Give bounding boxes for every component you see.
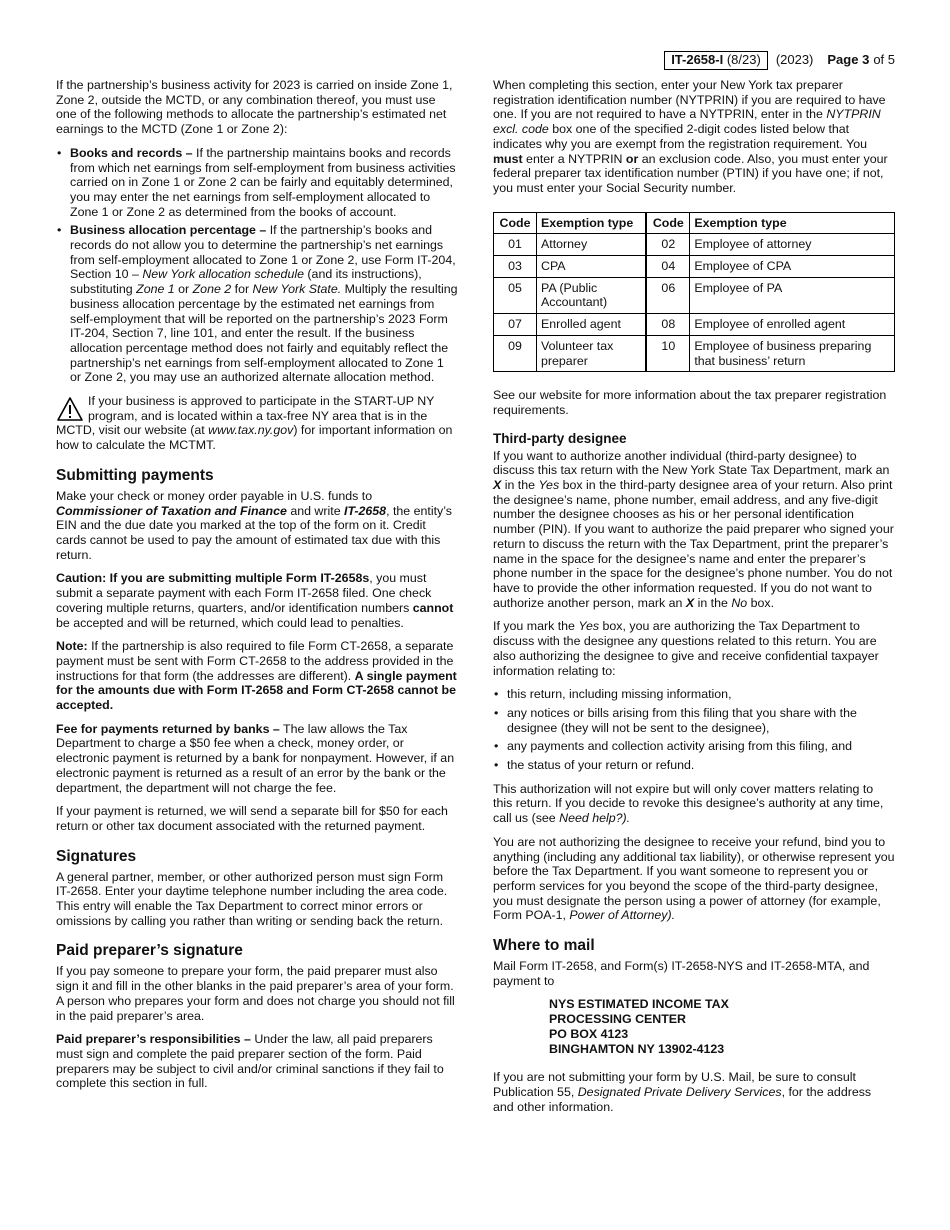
text-run: Note: bbox=[56, 639, 88, 654]
mailing-address bbox=[549, 997, 895, 1056]
text-run: or bbox=[174, 282, 193, 297]
text-run: or bbox=[625, 151, 639, 166]
type-cell: Employee of enrolled agent bbox=[690, 314, 895, 336]
text-run: NYTPRIN excl. code bbox=[493, 107, 881, 137]
form-id-box bbox=[664, 51, 768, 70]
caution-paragraph bbox=[56, 571, 458, 630]
list-item: • the status of your return or refund. bbox=[493, 758, 895, 773]
address-line: PROCESSING CENTER bbox=[549, 1012, 687, 1027]
text-run: ) for important information on how to calculate the MCTMT. bbox=[56, 423, 453, 453]
not-authorizing-paragraph bbox=[493, 835, 895, 923]
text-run: Commissioner of Taxation and Finance bbox=[56, 503, 287, 518]
expiration-paragraph bbox=[493, 782, 895, 826]
list-item bbox=[56, 146, 458, 220]
heading-signatures: Signatures bbox=[56, 847, 137, 865]
address-line: BINGHAMTON NY 13902-4123 bbox=[549, 1041, 725, 1056]
warning-icon bbox=[56, 396, 84, 422]
type-cell: Volunteer tax preparer bbox=[537, 335, 647, 371]
text-run: IT-2658 bbox=[344, 503, 387, 518]
text-run: box, you are authorizing the Tax Department to discuss with the designee any questions related to this return. You are also authorizing the designee to give and receive confidential taxpayer information relating to: bbox=[493, 619, 879, 678]
text-run: Need help?). bbox=[559, 811, 631, 826]
table-row bbox=[494, 277, 895, 313]
page-label: Page 3 bbox=[827, 52, 870, 67]
column-header: Exemption type bbox=[537, 212, 647, 234]
payment-paragraph bbox=[56, 489, 458, 563]
code-cell: 03 bbox=[494, 256, 537, 278]
type-cell: Enrolled agent bbox=[537, 314, 647, 336]
allocation-percentage-title: Business allocation percentage – bbox=[70, 223, 267, 238]
text-run: Make your check or money order payable in U.S. funds to bbox=[56, 488, 373, 503]
left-column bbox=[56, 78, 458, 1100]
form-id: IT-2658-I bbox=[671, 52, 724, 67]
text-run: X bbox=[685, 595, 695, 610]
address-line: PO BOX 4123 bbox=[549, 1026, 629, 1041]
type-cell: Employee of CPA bbox=[690, 256, 895, 278]
text-run: If you want to authorize another individual (third-party designee) to discuss this tax return with the New York State Tax Department, mark an bbox=[493, 448, 890, 478]
allocation-methods-list bbox=[56, 146, 458, 385]
text-run: Yes bbox=[578, 619, 600, 634]
page-number bbox=[827, 53, 895, 68]
text-run: If the partnership’s books and records do not allow you to determine the partnership’s net earnings from self-employment allocated to Zone 1 or Zone 2, use Form IT-204, Section 10 – bbox=[70, 223, 456, 282]
code-cell: 04 bbox=[646, 256, 690, 278]
text-run: , the entity’s EIN and the due date you marked at the top of the form on it. Credit cards cannot be used to pay the amount of estimated tax due with this return. bbox=[56, 503, 452, 562]
text-run: and write bbox=[286, 503, 345, 518]
text-run: must bbox=[493, 151, 523, 166]
text-run: Yes bbox=[538, 478, 560, 493]
text-run: If the partnership is also required to file Form CT-2658, a separate payment must be sent with Form CT-2658 to the address provided in the instructions for that form (the addresses are different). bbox=[56, 639, 454, 683]
text-run: cannot bbox=[412, 600, 454, 615]
text-run: A single payment for the amounts due with Form IT-2658 and Form CT-2658 cannot be accepted. bbox=[56, 668, 457, 713]
code-cell: 09 bbox=[494, 335, 537, 371]
code-cell: 01 bbox=[494, 234, 537, 256]
table-header-row bbox=[494, 212, 895, 234]
table-row bbox=[494, 335, 895, 371]
authorization-list bbox=[493, 687, 895, 773]
paid-preparer-responsibilities bbox=[56, 1032, 458, 1091]
form-revision: (8/23) bbox=[726, 52, 761, 67]
text-run: enter a NYTPRIN bbox=[522, 151, 626, 166]
signatures-paragraph: A general partner, member, or other authorized person must sign Form IT-2658. Enter your daytime telephone number including the area code. This entry will enable the Tax Department to correct minor errors or omissions by calling you rather than writing or sending back the return. bbox=[56, 869, 448, 928]
text-run: If you mark the bbox=[493, 619, 579, 634]
text-run: New York allocation schedule bbox=[142, 267, 304, 282]
type-cell: CPA bbox=[537, 256, 647, 278]
text-run: The law allows the Tax Department to charge a $50 fee when a check, money order, or electronic payment is returned by a bank for nonpayment. However, if an electronic payment is returned as a result of an error by the bank or the department, the department will not charge the fee. bbox=[56, 721, 455, 795]
note-paragraph bbox=[56, 639, 458, 713]
text-run: Fee for payments returned by banks – bbox=[56, 721, 280, 736]
text-run: Zone 2 bbox=[192, 282, 232, 297]
table-row bbox=[494, 256, 895, 278]
exemption-code-table bbox=[493, 212, 895, 373]
text-run: box in the third-party designee area of your return. Also print the designee’s name, phone number, email address, and any five-digit number the designee chooses as his or her personal identification number (PIN). If you want to authorize the paid preparer who signed your return to discuss the return with the Tax Department, print the preparer’s name in the space for the designee’s name and enter the preparer’s phone number in the space for the designee’s phone number. You do not have to provide the other information requested. If you do not want to authorize another person, mark an bbox=[493, 478, 894, 610]
authorization-paragraph bbox=[493, 619, 895, 678]
tax-year: (2023) bbox=[775, 52, 814, 67]
heading-third-party-designee: Third-party designee bbox=[493, 430, 627, 446]
code-cell: 08 bbox=[646, 314, 690, 336]
code-cell: 02 bbox=[646, 234, 690, 256]
heading-where-to-mail: Where to mail bbox=[493, 937, 595, 955]
address-line: NYS ESTIMATED INCOME TAX bbox=[549, 997, 729, 1012]
paid-preparer-paragraph: If you pay someone to prepare your form, the paid preparer must also sign it and fill in the other blanks in the paid preparer’s area of your form. A person who prepares your form and does not charge you should not fill in the paid preparer’s area. bbox=[56, 964, 455, 1023]
text-run: in the bbox=[501, 478, 539, 493]
text-run: box one of the specified 2-digit codes listed below that indicates why you are exempt from the registration requirement. You bbox=[493, 122, 867, 151]
text-run: New York State. bbox=[252, 282, 342, 297]
text-run: If you are not submitting your form by U.S. Mail, be sure to consult Publication 55, bbox=[493, 1070, 856, 1099]
column-header: Code bbox=[646, 212, 690, 234]
text-run: When completing this section, enter your New York tax preparer registration identification number (NYTPRIN) if you are required to have one. If you are not required to have a NYTPRIN, enter in the bbox=[493, 78, 886, 122]
text-run: Zone 1 bbox=[136, 282, 175, 297]
start-up-ny-notice bbox=[56, 394, 458, 453]
list-item: • any payments and collection activity arising from this filing, and bbox=[493, 739, 895, 754]
type-cell: PA (Public Accountant) bbox=[537, 277, 647, 313]
text-run: No bbox=[731, 595, 748, 610]
type-cell: Employee of business preparing that business’ return bbox=[690, 335, 895, 371]
text-run: Multiply the resulting business allocation percentage by the estimated net earnings from self-employment that will be reported on the partnership’s 2023 Form IT-204, Section 7, line 101, and enter the result. If the business allocation percentage method does not fairly and equitably reflect the partnership’s net earnings from self-employment allocated to Zone 1 or Zone 2, you may use an authorized alternate allocation method. bbox=[70, 282, 458, 385]
text-run: for bbox=[231, 282, 253, 297]
text-run: This authorization will not expire but will only cover matters relating to this return. If you decide to revoke this designee’s authority at any time, call us (see bbox=[493, 781, 884, 826]
text-run: If your business is approved to participate in the START-UP NY program, and is located within a tax-free NY area that is in the MCTD, visit our website (at bbox=[56, 394, 435, 438]
text-run: You are not authorizing the designee to receive your refund, bind you to anything (including any additional tax liability), or otherwise represent you before the Tax Department. If you want someone to represent you or perform services for you beyond the scope of the third-party designee, you must designate the person using a power of attorney (for example, Form POA-1, bbox=[493, 834, 895, 923]
code-cell: 06 bbox=[646, 277, 690, 313]
text-run: Caution: If you are submitting multiple Form IT-2658s bbox=[56, 571, 370, 586]
table-row bbox=[494, 314, 895, 336]
books-records-title: Books and records – bbox=[70, 145, 193, 160]
code-cell: 07 bbox=[494, 314, 537, 336]
type-cell: Attorney bbox=[537, 234, 647, 256]
code-cell: 10 bbox=[646, 335, 690, 371]
text-run: in the bbox=[694, 595, 732, 610]
returned-payment-paragraph: If your payment is returned, we will send a separate bill for $50 for each return or other tax document associated with the returned payment. bbox=[56, 804, 448, 833]
text-run: be accepted and will be returned, which could lead to penalties. bbox=[56, 615, 404, 630]
website-paragraph: See our website for more information about the tax preparer registration requirements. bbox=[493, 388, 887, 417]
column-header: Code bbox=[494, 212, 537, 234]
text-run: box. bbox=[747, 595, 775, 610]
table-row bbox=[494, 234, 895, 256]
right-column bbox=[493, 78, 895, 1123]
delivery-services-paragraph bbox=[493, 1070, 895, 1114]
heading-submitting-payments: Submitting payments bbox=[56, 466, 214, 484]
list-item: • this return, including missing information, bbox=[493, 687, 895, 702]
intro-paragraph: If the partnership’s business activity for 2023 is carried on inside Zone 1, Zone 2, outside the MCTD, or any combination thereof, you must use one of the following methods to allocate the partnership’s estimated net earnings to the MCTD (Zone 1 or Zone 2): bbox=[56, 78, 453, 137]
text-run: (and its instructions), substituting bbox=[70, 267, 422, 297]
mail-paragraph: Mail Form IT-2658, and Form(s) IT-2658-NYS and IT-2658-MTA, and payment to bbox=[493, 959, 870, 988]
list-item: • any notices or bills arising from this filing that you share with the designee (they will not be sent to the designee), bbox=[493, 706, 895, 735]
type-cell: Employee of PA bbox=[690, 277, 895, 313]
third-party-paragraph bbox=[493, 449, 895, 611]
text-run: Paid preparer’s responsibilities – bbox=[56, 1032, 251, 1047]
text-run: Under the law, all paid preparers must sign and complete the paid preparer section of the form. Paid preparers may be subject to civil and/or criminal sanctions if they fail to complete this section in full. bbox=[56, 1032, 444, 1091]
code-cell: 05 bbox=[494, 277, 537, 313]
heading-paid-preparer-signature: Paid preparer’s signature bbox=[56, 942, 243, 960]
website-reference: www.tax.ny.gov bbox=[208, 423, 294, 438]
text-run: , for the address and other information. bbox=[493, 1084, 872, 1114]
fee-paragraph bbox=[56, 722, 458, 796]
books-records-text: If the partnership maintains books and records from which net earnings from self-employment from business activities carried on in Zone 1 or Zone 2 can be fairly and equitably determined, you may enter the net earnings from self-employment allocated to Zone 1 or Zone 2 as determined from the books of account. bbox=[70, 145, 456, 219]
text-run: Power of Attorney). bbox=[569, 908, 676, 923]
text-run: , you must submit a separate payment with each Form IT-2658 filed. One check covering multiple returns, quarters, and/or identification numbers bbox=[56, 571, 432, 615]
text-run: X bbox=[493, 478, 502, 493]
text-run: Designated Private Delivery Services bbox=[577, 1084, 782, 1099]
text-run: an exclusion code. Also, you must enter your federal preparer tax identification number (PTIN) if you have one; if not, you must enter your Social Security number. bbox=[493, 151, 888, 195]
column-header: Exemption type bbox=[690, 212, 895, 234]
type-cell: Employee of attorney bbox=[690, 234, 895, 256]
page-header bbox=[664, 51, 895, 70]
nytprin-paragraph bbox=[493, 78, 895, 196]
list-item bbox=[56, 223, 458, 385]
page-of: of 5 bbox=[873, 52, 895, 67]
